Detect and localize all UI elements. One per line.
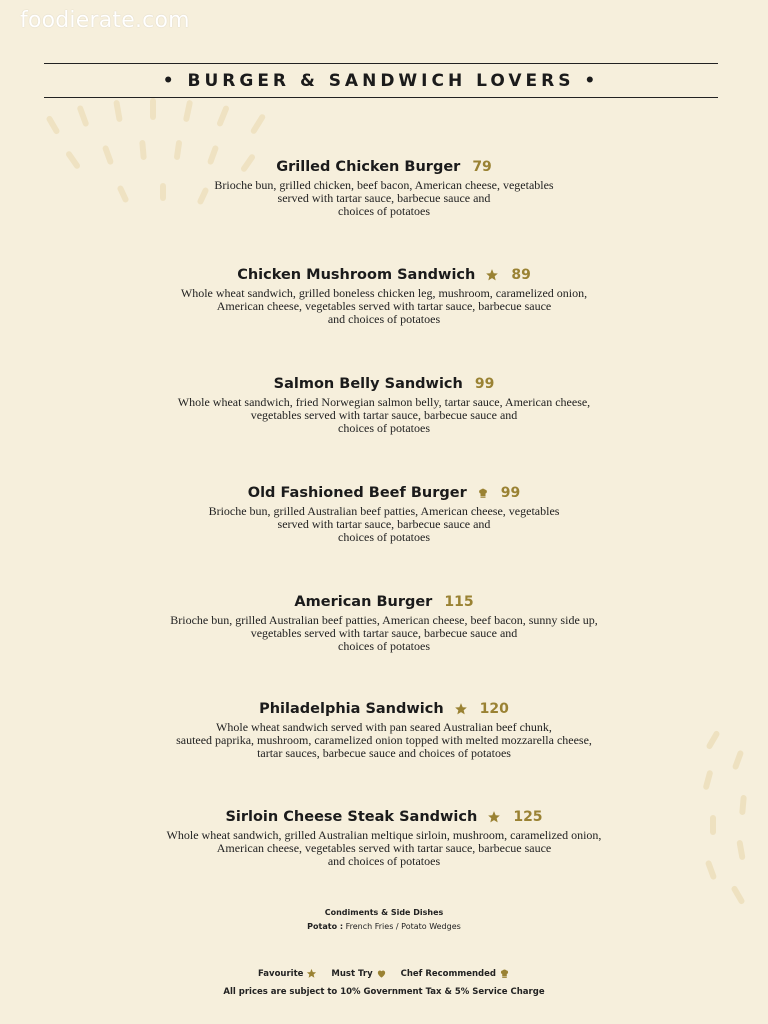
description-line: served with tartar sauce, barbecue sauce and — [277, 517, 491, 531]
menu-item-description — [0, 396, 768, 435]
menu-item-price: 115 — [444, 594, 474, 610]
description-line: vegetables served with tartar sauce, barbecue sauce and — [250, 626, 518, 640]
section-header — [44, 63, 718, 98]
menu-item — [0, 807, 768, 868]
description-line: Brioche bun, grilled Australian beef patties, American cheese, vegetables — [208, 504, 560, 518]
description-line: choices of potatoes — [338, 421, 430, 435]
condiments-section — [0, 906, 768, 934]
menu-item-header — [0, 699, 768, 719]
description-line: and choices of potatoes — [327, 312, 441, 326]
description-line: sauteed paprika, mushroom, caramelized onion topped with melted mozzarella cheese, — [176, 733, 592, 747]
description-line: American cheese, vegetables served with tartar sauce, barbecue sauce — [216, 299, 552, 313]
menu-item-name: Grilled Chicken Burger — [276, 159, 461, 175]
menu-item-header — [0, 483, 768, 503]
menu-item — [0, 483, 768, 544]
menu-item-description — [0, 287, 768, 326]
description-line: served with tartar sauce, barbecue sauce and — [277, 191, 491, 205]
menu-item-description — [0, 721, 768, 760]
description-line: Whole wheat sandwich, fried Norwegian salmon belly, tartar sauce, American cheese, — [177, 395, 591, 409]
footer-note: All prices are subject to 10% Government Tax & 5% Service Charge — [223, 987, 545, 997]
chef-hat-icon — [477, 487, 489, 499]
description-line: Whole wheat sandwich, grilled boneless chicken leg, mushroom, caramelized onion, — [180, 286, 588, 300]
menu-item-header — [0, 592, 768, 612]
menu-item — [0, 699, 768, 760]
description-line: Brioche bun, grilled chicken, beef bacon, American cheese, vegetables — [214, 178, 554, 192]
menu-item-name: Salmon Belly Sandwich — [273, 376, 463, 392]
menu-item-price: 99 — [474, 376, 495, 392]
potato-value: French Fries / Potato Wedges — [345, 922, 461, 931]
favourite-star-icon — [487, 810, 501, 824]
legend-chef-recommended — [401, 968, 510, 979]
menu-item-name: Chicken Mushroom Sandwich — [237, 267, 476, 283]
description-line: Whole wheat sandwich served with pan seared Australian beef chunk, — [216, 720, 552, 734]
description-line: American cheese, vegetables served with tartar sauce, barbecue sauce — [216, 841, 552, 855]
chef-hat-icon — [499, 968, 510, 979]
description-line: Brioche bun, grilled Australian beef patties, American cheese, beef bacon, sunny side up, — [170, 613, 598, 627]
menu-item-description — [0, 505, 768, 544]
heart-icon — [376, 968, 387, 979]
menu-item-header — [0, 807, 768, 827]
section-title: • BURGER & SANDWICH LOVERS • — [162, 70, 600, 91]
menu-item-header — [0, 157, 768, 177]
potato-line — [0, 920, 768, 934]
menu-item-price: 125 — [513, 809, 543, 825]
menu-item-name: Old Fashioned Beef Burger — [247, 485, 467, 501]
menu-item-name: Philadelphia Sandwich — [259, 701, 444, 717]
menu-item — [0, 374, 768, 435]
favourite-star-icon — [485, 268, 499, 282]
legend-must-try — [331, 968, 386, 979]
menu-item-header — [0, 265, 768, 285]
menu-item-price: 99 — [500, 485, 521, 501]
menu-item-description — [0, 829, 768, 868]
menu-item-description — [0, 179, 768, 218]
menu-item-header — [0, 374, 768, 394]
description-line: choices of potatoes — [338, 639, 430, 653]
description-line: choices of potatoes — [338, 530, 430, 544]
legend — [0, 968, 768, 979]
menu-item-price: 79 — [472, 159, 492, 175]
menu-item-name: American Burger — [294, 594, 433, 610]
description-line: and choices of potatoes — [327, 854, 441, 868]
menu-item-description — [0, 614, 768, 653]
menu-item-name: Sirloin Cheese Steak Sandwich — [225, 809, 478, 825]
menu-item — [0, 157, 768, 218]
legend-favourite — [258, 968, 317, 979]
description-line: choices of potatoes — [338, 204, 430, 218]
menu-item — [0, 592, 768, 653]
description-line: Whole wheat sandwich, grilled Australian meltique sirloin, mushroom, caramelized onion, — [166, 828, 602, 842]
description-line: tartar sauces, barbecue sauce and choices of potatoes — [257, 746, 511, 760]
menu-item — [0, 265, 768, 326]
legend-chef-label: Chef Recommended — [400, 968, 496, 979]
menu-item-price: 89 — [511, 267, 531, 283]
menu-item-price: 120 — [479, 701, 509, 717]
favourite-star-icon — [454, 702, 468, 716]
favourite-star-icon — [306, 968, 317, 979]
legend-favourite-label: Favourite — [258, 968, 304, 979]
potato-label: Potato : — [307, 922, 344, 931]
watermark: foodierate.com — [20, 8, 190, 33]
description-line: vegetables served with tartar sauce, barbecue sauce and — [250, 408, 518, 422]
legend-must-try-label: Must Try — [331, 968, 373, 979]
condiments-title: Condiments & Side Dishes — [324, 908, 444, 917]
